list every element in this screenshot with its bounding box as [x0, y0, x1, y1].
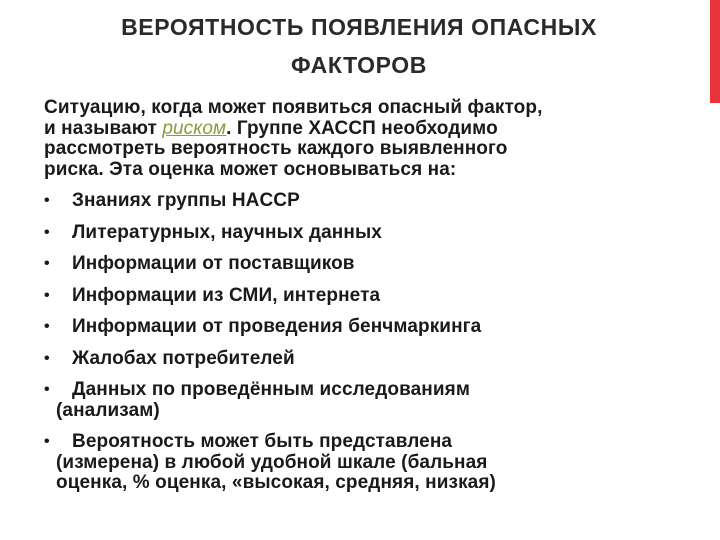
- keyword-risk-link[interactable]: риском: [162, 117, 227, 139]
- bullet-icon: •: [44, 349, 50, 367]
- list-item: [44, 254, 694, 275]
- bullet-icon: •: [44, 318, 50, 335]
- list-item-text: Данных по проведённым исследованиям: [72, 379, 470, 400]
- bullet-icon: •: [44, 433, 50, 450]
- bullet-icon: •: [44, 255, 50, 272]
- list-item-text: Информации от проведения бенчмаркинга: [72, 316, 482, 337]
- list-item-text: Жалобах потребителей: [72, 347, 295, 369]
- list-item: [44, 191, 694, 212]
- list-item-text: Информации из СМИ, интернета: [72, 284, 381, 306]
- list-item-text: Вероятность может быть представлена: [72, 431, 453, 452]
- accent-bar: [710, 0, 720, 103]
- slide-title-line-2: ФАКТОРОВ: [291, 52, 427, 78]
- intro-paragraph: [44, 98, 694, 180]
- list-item: [44, 223, 694, 244]
- intro-line-2-end: . Группе ХАССП необходимо: [226, 117, 498, 139]
- list-item-continuation: (измерена) в любой удобной шкале (бальная: [56, 451, 488, 473]
- slide-title: [44, 8, 674, 84]
- slide-body: [44, 98, 694, 494]
- intro-line-1: Ситуацию, когда может появиться опасный фактор,: [44, 97, 543, 118]
- bullet-icon: •: [44, 223, 50, 241]
- bullet-list: [44, 191, 694, 494]
- list-item: [44, 286, 694, 307]
- list-item-text: Литературных, научных данных: [72, 221, 382, 243]
- list-item-continuation: оценка, % оценка, «высокая, средняя, низкая): [56, 472, 496, 493]
- intro-line-2-start: и называют: [44, 117, 163, 139]
- intro-line-4: риска. Эта оценка может основываться на:: [44, 158, 457, 180]
- intro-line-3: рассмотреть вероятность каждого выявленного: [44, 138, 508, 159]
- bullet-icon: •: [44, 192, 50, 209]
- list-item-continuation: (анализам): [56, 399, 160, 421]
- list-item: [44, 317, 694, 338]
- list-item: [44, 349, 694, 370]
- list-item-text: Знаниях группы HACCP: [72, 190, 300, 211]
- list-item: [44, 380, 694, 421]
- bullet-icon: •: [44, 381, 50, 398]
- list-item: [44, 432, 694, 494]
- slide-title-line-1: ВЕРОЯТНОСТЬ ПОЯВЛЕНИЯ ОПАСНЫХ: [121, 14, 597, 40]
- list-item-text: Информации от поставщиков: [72, 253, 355, 274]
- bullet-icon: •: [44, 286, 50, 304]
